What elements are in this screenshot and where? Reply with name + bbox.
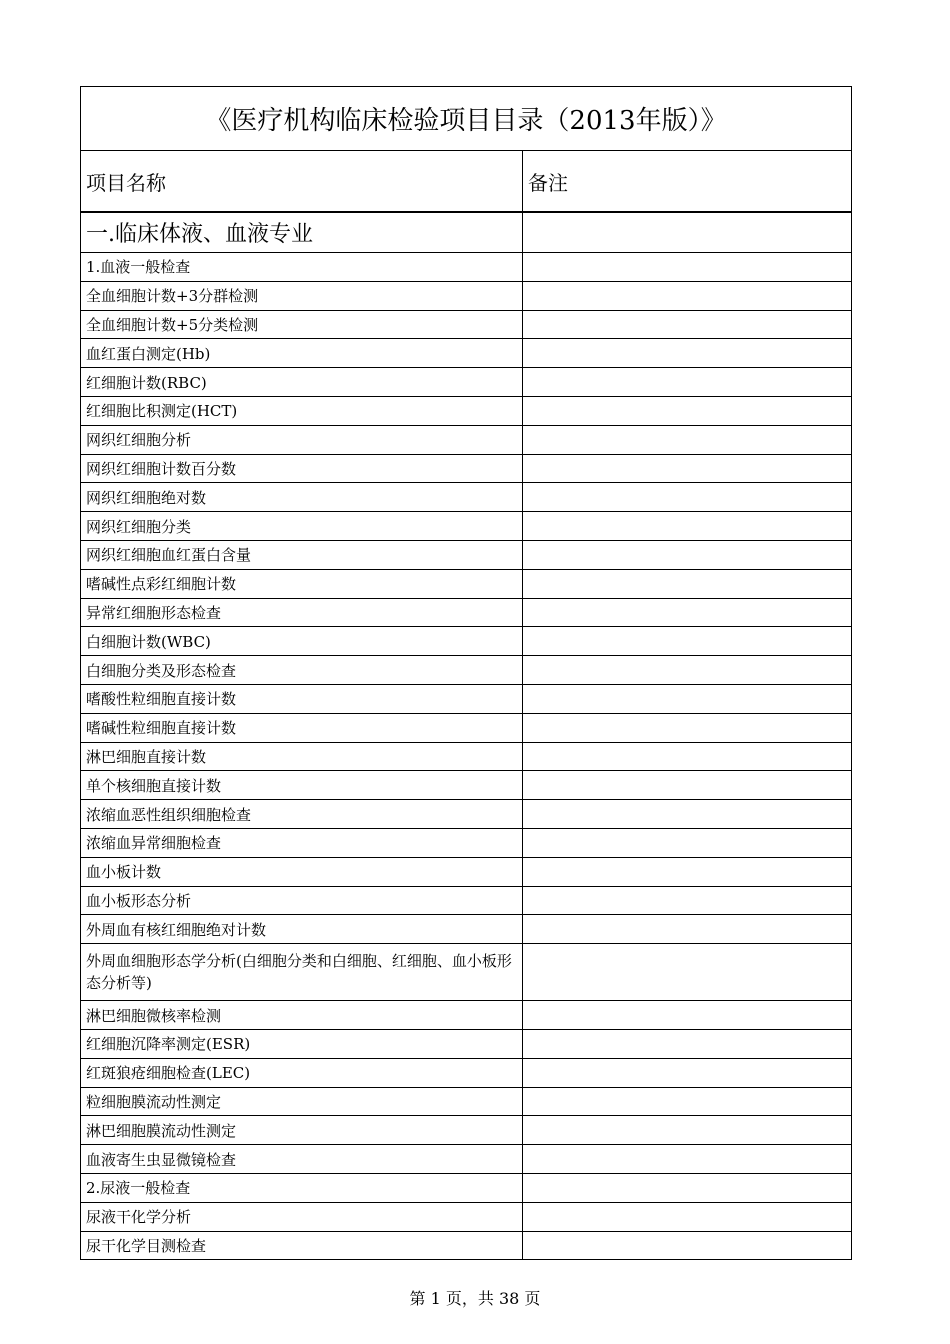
item-name: 红细胞沉降率测定(ESR) xyxy=(81,1029,523,1058)
table-row xyxy=(81,828,852,857)
item-remark xyxy=(523,540,852,569)
item-remark xyxy=(523,1145,852,1174)
item-name: 嗜酸性粒细胞直接计数 xyxy=(81,684,523,713)
item-remark xyxy=(523,1173,852,1202)
item-name: 1.血液一般检查 xyxy=(81,253,523,282)
item-name: 血液寄生虫显微镜检查 xyxy=(81,1145,523,1174)
item-remark xyxy=(523,800,852,829)
item-name: 单个核细胞直接计数 xyxy=(81,771,523,800)
table-row xyxy=(81,656,852,685)
item-name: 嗜碱性粒细胞直接计数 xyxy=(81,713,523,742)
item-remark xyxy=(523,771,852,800)
item-remark xyxy=(523,1058,852,1087)
item-remark xyxy=(523,627,852,656)
table-row xyxy=(81,281,852,310)
title-row xyxy=(81,87,852,151)
table-row xyxy=(81,483,852,512)
table-row xyxy=(81,713,852,742)
item-name: 白细胞分类及形态检查 xyxy=(81,656,523,685)
item-remark xyxy=(523,915,852,944)
table-row xyxy=(81,915,852,944)
item-name: 网织红细胞分析 xyxy=(81,425,523,454)
table-row xyxy=(81,310,852,339)
item-remark xyxy=(523,656,852,685)
item-remark xyxy=(523,1202,852,1231)
item-name: 粒细胞膜流动性测定 xyxy=(81,1087,523,1116)
item-name: 淋巴细胞膜流动性测定 xyxy=(81,1116,523,1145)
table-row xyxy=(81,425,852,454)
table-row xyxy=(81,627,852,656)
item-remark xyxy=(523,1116,852,1145)
item-remark xyxy=(523,1087,852,1116)
document-title: 《医疗机构临床检验项目目录（2013年版）》 xyxy=(81,87,852,151)
item-name: 血小板计数 xyxy=(81,857,523,886)
item-name: 全血细胞计数+5分类检测 xyxy=(81,310,523,339)
table-row xyxy=(81,684,852,713)
item-remark xyxy=(523,713,852,742)
item-remark xyxy=(523,857,852,886)
table-row xyxy=(81,800,852,829)
item-remark xyxy=(523,598,852,627)
catalog-table xyxy=(80,86,852,1260)
item-name: 外周血有核红细胞绝对计数 xyxy=(81,915,523,944)
item-remark xyxy=(523,512,852,541)
table-row xyxy=(81,771,852,800)
item-remark xyxy=(523,425,852,454)
table-row xyxy=(81,1116,852,1145)
page-footer: 第 1 页，共 38 页 xyxy=(409,1289,541,1308)
table-row xyxy=(81,944,852,1001)
item-remark xyxy=(523,454,852,483)
item-name: 网织红细胞血红蛋白含量 xyxy=(81,540,523,569)
table-row xyxy=(81,1145,852,1174)
table-row xyxy=(81,540,852,569)
table-row xyxy=(81,1231,852,1260)
table-row xyxy=(81,857,852,886)
column-header-name: 项目名称 xyxy=(81,151,523,213)
item-name: 全血细胞计数+3分群检测 xyxy=(81,281,523,310)
table-row xyxy=(81,569,852,598)
item-name: 淋巴细胞直接计数 xyxy=(81,742,523,771)
item-name: 浓缩血异常细胞检查 xyxy=(81,828,523,857)
section-row xyxy=(81,212,852,253)
item-name: 红细胞计数(RBC) xyxy=(81,368,523,397)
column-header-remark: 备注 xyxy=(523,151,852,213)
item-remark xyxy=(523,253,852,282)
item-name: 红斑狼疮细胞检查(LEC) xyxy=(81,1058,523,1087)
header-row xyxy=(81,151,852,213)
item-name: 异常红细胞形态检查 xyxy=(81,598,523,627)
item-remark xyxy=(523,368,852,397)
table-row xyxy=(81,253,852,282)
item-remark xyxy=(523,1001,852,1030)
table-row xyxy=(81,1001,852,1030)
item-name: 网织红细胞分类 xyxy=(81,512,523,541)
table-row xyxy=(81,742,852,771)
item-remark xyxy=(523,569,852,598)
table-row xyxy=(81,598,852,627)
section-title: 一.临床体液、血液专业 xyxy=(81,212,523,253)
item-name: 血红蛋白测定(Hb) xyxy=(81,339,523,368)
item-name: 网织红细胞计数百分数 xyxy=(81,454,523,483)
item-name: 血小板形态分析 xyxy=(81,886,523,915)
item-remark xyxy=(523,944,852,1001)
item-remark xyxy=(523,886,852,915)
table-row xyxy=(81,1087,852,1116)
item-name: 尿干化学目测检查 xyxy=(81,1231,523,1260)
section-remark xyxy=(523,212,852,253)
item-remark xyxy=(523,1231,852,1260)
item-name: 2.尿液一般检查 xyxy=(81,1173,523,1202)
item-name: 网织红细胞绝对数 xyxy=(81,483,523,512)
table-row xyxy=(81,454,852,483)
item-remark xyxy=(523,339,852,368)
item-remark xyxy=(523,1029,852,1058)
item-name: 外周血细胞形态学分析(白细胞分类和白细胞、红细胞、血小板形态分析等) xyxy=(81,944,523,1001)
item-remark xyxy=(523,684,852,713)
item-remark xyxy=(523,483,852,512)
item-name: 浓缩血恶性组织细胞检查 xyxy=(81,800,523,829)
item-remark xyxy=(523,310,852,339)
table-row xyxy=(81,1058,852,1087)
item-name: 尿液干化学分析 xyxy=(81,1202,523,1231)
table-row xyxy=(81,396,852,425)
item-remark xyxy=(523,281,852,310)
table-row xyxy=(81,339,852,368)
table-row xyxy=(81,886,852,915)
table-row xyxy=(81,1202,852,1231)
item-remark xyxy=(523,742,852,771)
table-row xyxy=(81,1029,852,1058)
table-row xyxy=(81,1173,852,1202)
item-name: 白细胞计数(WBC) xyxy=(81,627,523,656)
item-name: 红细胞比积测定(HCT) xyxy=(81,396,523,425)
item-name: 淋巴细胞微核率检测 xyxy=(81,1001,523,1030)
table-row xyxy=(81,512,852,541)
item-remark xyxy=(523,396,852,425)
item-name: 嗜碱性点彩红细胞计数 xyxy=(81,569,523,598)
item-remark xyxy=(523,828,852,857)
table-row xyxy=(81,368,852,397)
